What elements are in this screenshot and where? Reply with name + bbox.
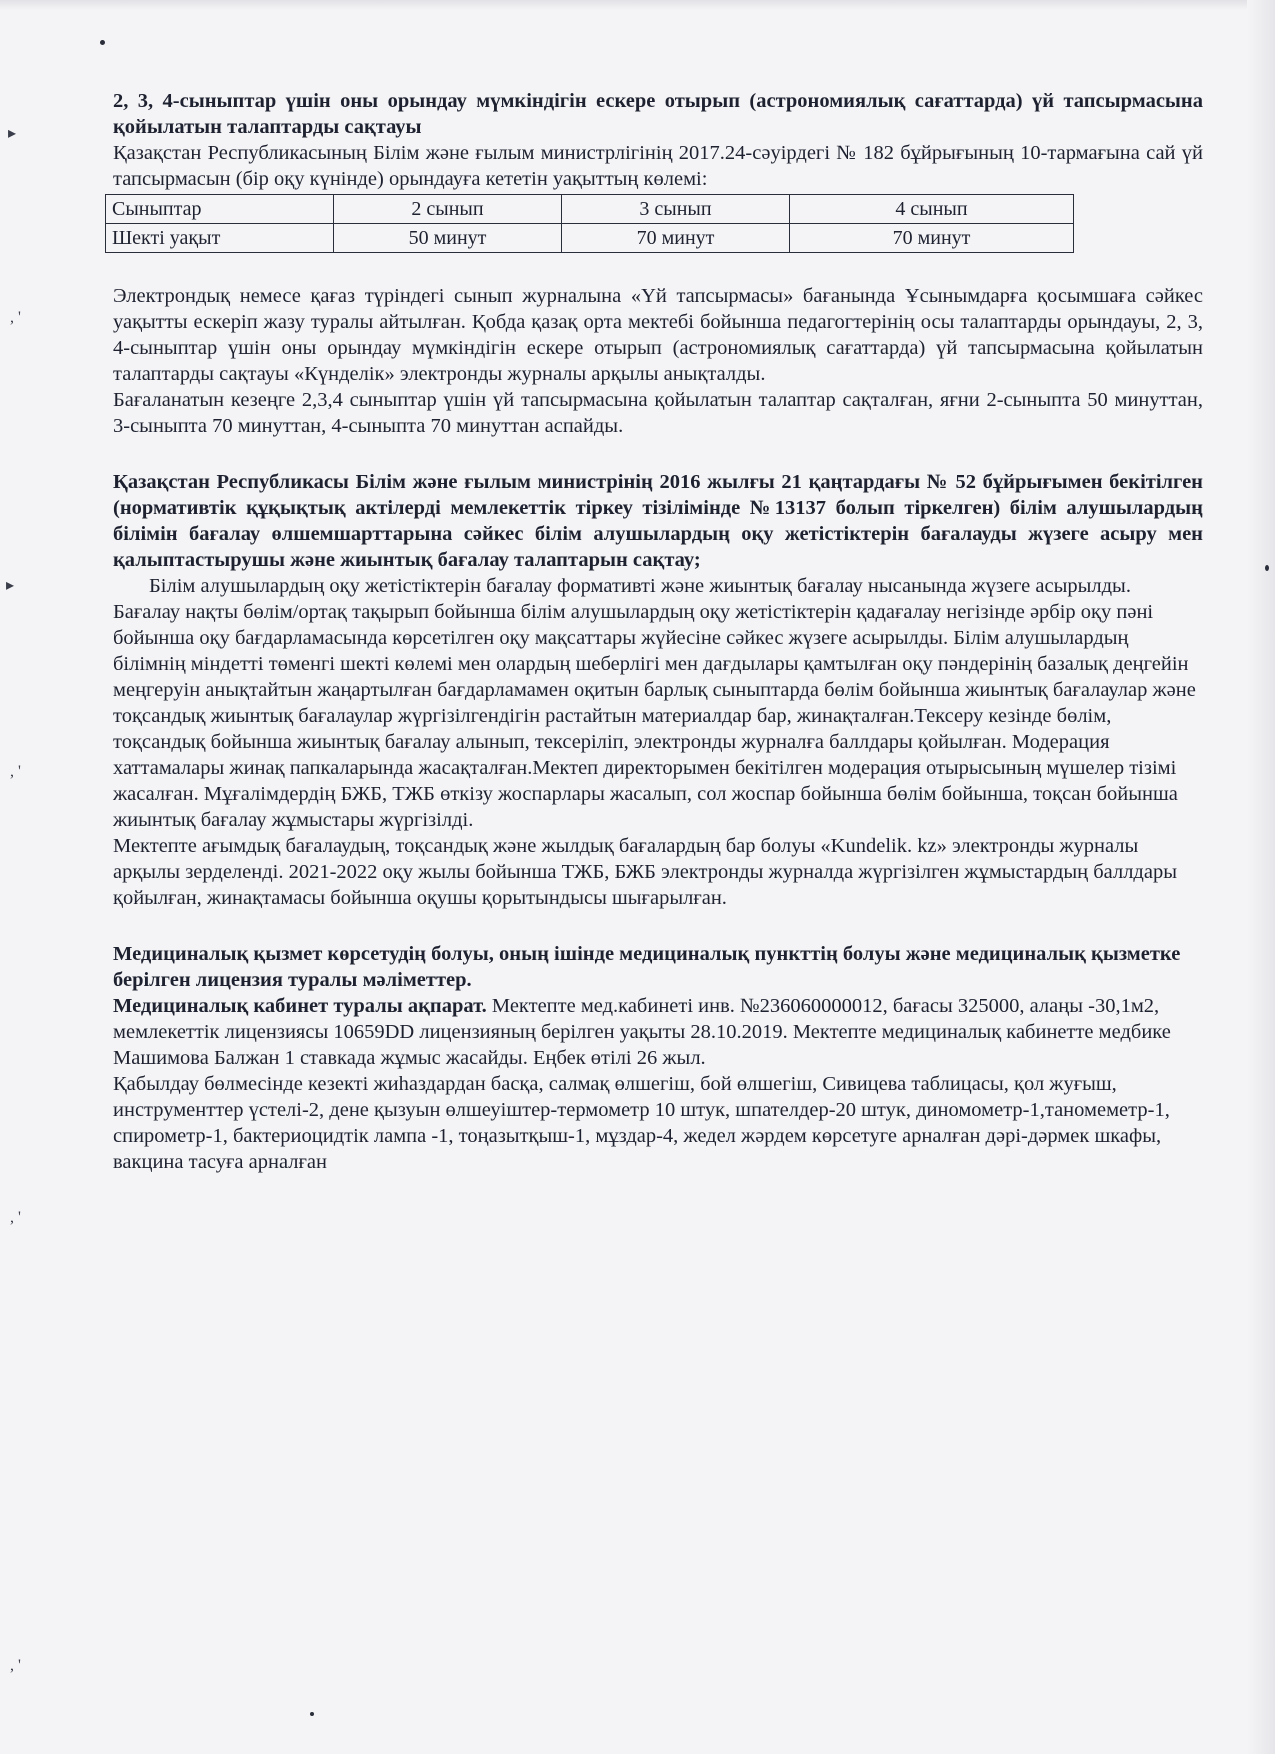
table-cell: 3 сынып bbox=[562, 195, 790, 224]
table-cell: 70 минут bbox=[790, 224, 1074, 253]
section1-intro: Қазақстан Республикасының Білім және ғылым министрлігінің 2017.24-сәуірдегі № 182 бұйрығының 10-тармағына сай үй тапсырмасын (бір оқу күнінде) орындауға кететін уақыттың көлемі: bbox=[113, 142, 1203, 190]
scan-top-edge bbox=[0, 0, 1275, 10]
table-cell: Шекті уақыт bbox=[106, 224, 334, 253]
homework-time-table bbox=[105, 194, 1074, 253]
table-cell: 4 сынып bbox=[790, 195, 1074, 224]
scan-mark: , ' bbox=[10, 1209, 21, 1226]
scan-speck bbox=[100, 40, 105, 45]
scan-mark: , ' bbox=[10, 309, 21, 326]
scan-mark: , ' bbox=[10, 763, 21, 780]
scan-mark: ▸ bbox=[8, 125, 17, 142]
scan-right-edge bbox=[1247, 0, 1275, 1754]
cabinet-label: Медициналық кабинет туралы ақпарат. bbox=[113, 995, 487, 1017]
section1-paragraph: Бағаланатын кезеңге 2,3,4 сыныптар үшін үй тапсырмасына қойылатын талаптар сақталған, яғни 2-сыныпта 50 минуттан, 3-сыныпта 70 минуттан, 4-сыныпта 70 минуттан аспайды. bbox=[113, 389, 1203, 437]
section2-heading: Қазақстан Республикасы Білім және ғылым министрінің 2016 жылғы 21 қаңтардағы № 52 бұйрығымен бекітілген (нормативтік құқықтық актілерді мемлекеттік тіркеу тізілімінде №13137 болып тіркелген) білім алушылардың білімін бағалау өлшемшарттарына сәйкес білім алушылардың оқу жетістіктерін бағалауды жүзеге асыру мен қалыптастырушы және жиынтық бағалау талаптарын сақтау; bbox=[113, 471, 1203, 571]
section3-heading: Медициналық қызмет көрсетудің болуы, оның ішінде медициналық пункттің болуы және медициналық қызметке берілген лицензия туралы мәліметтер. bbox=[113, 943, 1181, 991]
section3-cabinet-paragraph bbox=[113, 993, 1203, 1071]
section3-equipment-paragraph: Қабылдау бөлмесінде кезекті жиһаздардан басқа, салмақ өлшегіш, бой өлшегіш, Сивицева таблицасы, қол жуғыш, инструменттер үстелі-2, дене қызуын өлшеуіштер-термометр 10 штук, шпателдер-20 штук, диномометр-1,таномеметр-1, спирометр-1, бактериоцидтік лампа -1, тоңазытқыш-1, мұздар-4, жедел жәрдем көрсетуге арналған дәрі-дәрмек шкафы, вакцина тасуға арналған bbox=[113, 1073, 1170, 1173]
scan-speck bbox=[1265, 565, 1269, 571]
section1-heading: 2, 3, 4-сыныптар үшін оны орындау мүмкіндігін ескере отырып (астрономиялық сағаттарда) үй тапсырмасына қойылатын талаптарды сақтауы bbox=[113, 90, 1203, 138]
document-body bbox=[113, 88, 1203, 1175]
section1-paragraph: Электрондық немесе қағаз түріндегі сынып журналына «Үй тапсырмасы» бағанында Ұсынымдарға қосымшаға сәйкес уақытты ескеріп жазу туралы айтылған. Қобда қазақ орта мектебі бойынша педагогтерінің осы талаптарды орындауы, 2, 3, 4-сыныптар үшін оны орындау мүмкіндігін ескере отырып (астрономиялық сағаттарда) үй тапсырмасына қойылатын талаптарды сақтауы «Күнделік» электронды журналы арқылы анықталды. bbox=[113, 285, 1203, 385]
table-cell: 70 минут bbox=[562, 224, 790, 253]
table-row bbox=[106, 224, 1074, 253]
table-cell: Сыныптар bbox=[106, 195, 334, 224]
scan-mark: ▸ bbox=[6, 577, 15, 594]
section2-paragraph: Білім алушылардың оқу жетістіктерін бағалау формативті және жиынтық бағалау нысанында жүзеге асырылды. Бағалау нақты бөлім/ортақ тақырып бойынша білім алушылардың оқу жетістіктерін қадағалау негізінде әрбір оқу пәні бойынша оқу бағдарламасында көрсетілген оқу мақсаттары жүйесіне сәйкес жүзеге асырылды. Білім алушылардың білімнің міндетті төменгі шекті көлемі мен олардың шеберлігі мен дағдылары қамтылған оқу пәндерінің базалық деңгейін меңгеруін анықтайтын жаңартылған бағдарламамен оқитын барлық сыныптарда бөлім бойынша жиынтық бағалаулар және тоқсандық жиынтық бағалаулар жүргізілгендігін растайтын материалдар бар, жинақталған.Тексеру кезінде бөлім, тоқсандық бойынша жиынтық бағалау алынып, тексеріліп, электронды журналға баллдары қойылған. Модерация хаттамалары жинақ папкаларында жасақталған.Мектеп директорымен бекітілген модерация отырысының мүшелер тізімі жасалған. Мұғалімдердің БЖБ, ТЖБ өткізу жоспарлары жасалып, сол жоспар бойынша бөлім бойынша, тоқсан бойынша жиынтық бағалау жұмыстары жүргізілді. bbox=[113, 575, 1196, 831]
table-header-row bbox=[106, 195, 1074, 224]
cabinet-text: Мектепте мед.кабинеті инв. №236060000012, бағасы 325000, алаңы -30,1м2, мемлекеттік лицензиясы 10659DD лицензияның берілген уақыты 28.10.2019. Мектепте медициналық кабинетте медбике Машимова Балжан 1 ставкада жұмыс жасайды. Еңбек өтілі 26 жыл. bbox=[113, 995, 1171, 1069]
scan-speck bbox=[310, 1712, 314, 1716]
table-cell: 50 минут bbox=[334, 224, 562, 253]
section2-paragraph: Мектепте ағымдық бағалаудың, тоқсандық және жылдық бағалардың бар болуы «Kundelik. kz» электронды журналы арқылы зерделенді. 2021-2022 оқу жылы бойынша ТЖБ, БЖБ электронды журналда жүргізілген жұмыстардың баллдары қойылған, жинақтамасы бойынша оқушы қорытындысы шығарылған. bbox=[113, 835, 1177, 909]
scan-mark: , ' bbox=[10, 1657, 21, 1674]
table-cell: 2 сынып bbox=[334, 195, 562, 224]
